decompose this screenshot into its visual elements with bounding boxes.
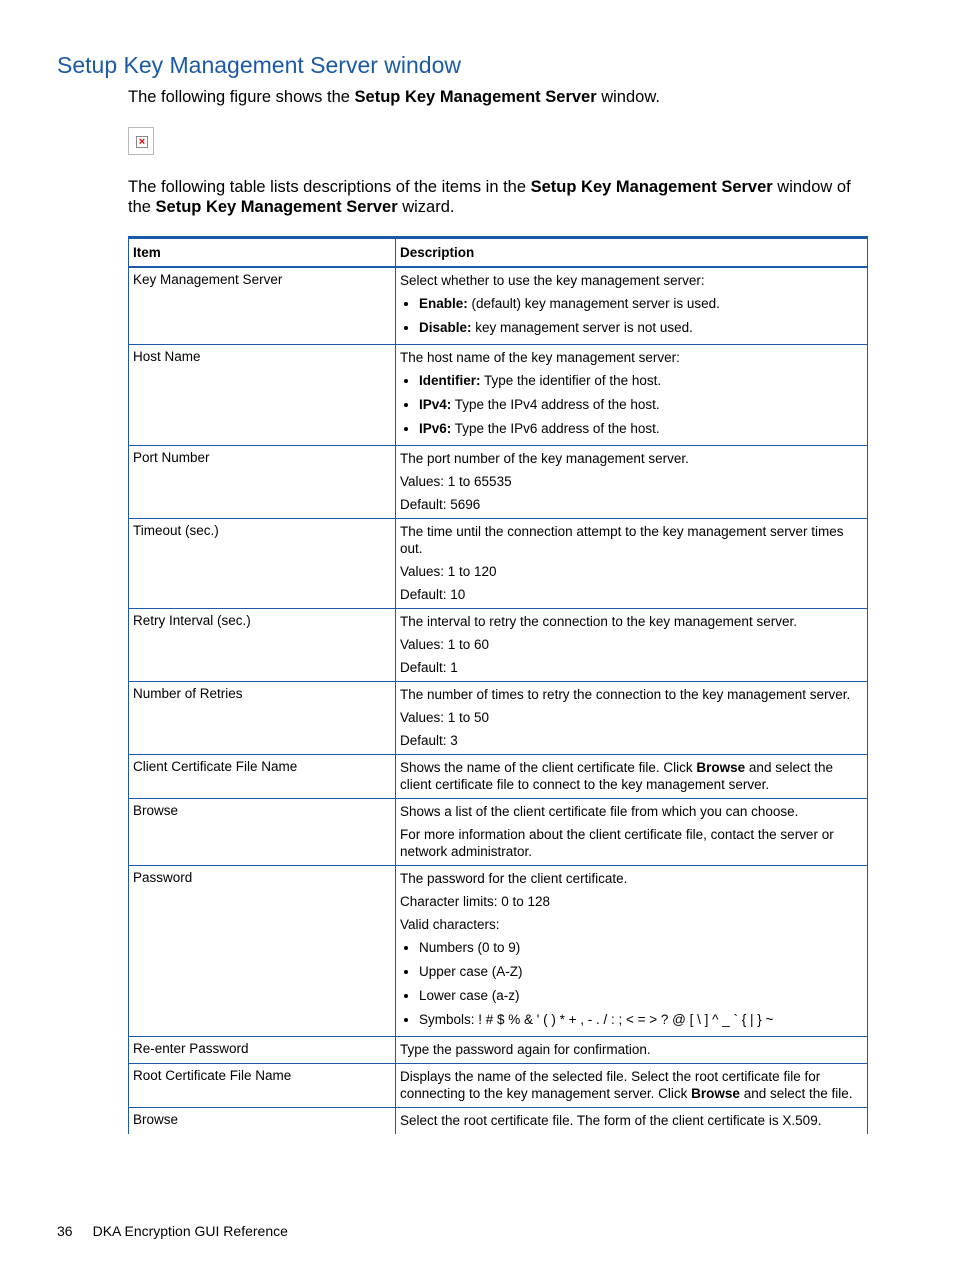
page-number: 36: [57, 1223, 73, 1239]
description-line: The port number of the key management server.: [400, 451, 689, 466]
bullet-text: key management server is not used.: [471, 320, 693, 335]
item-cell: Key Management Server: [129, 267, 396, 345]
bullet-term: Identifier:: [419, 373, 481, 388]
description-line: The interval to retry the connection to the key management server.: [400, 614, 797, 629]
item-cell: Client Certificate File Name: [129, 755, 396, 799]
bullet-text: Type the IPv4 address of the host.: [451, 397, 660, 412]
table-row: [129, 682, 868, 755]
item-cell: Number of Retries: [129, 682, 396, 755]
item-cell: Password: [129, 866, 396, 1037]
description-fragment: Shows the name of the client certificate file. Click: [400, 760, 697, 775]
description-line: Values: 1 to 65535: [400, 474, 512, 489]
description-cell: [396, 755, 868, 799]
browse-label: Browse: [696, 760, 746, 775]
description-cell: [396, 519, 868, 609]
intro-bold: Setup Key Management Server: [354, 88, 597, 106]
item-cell: Retry Interval (sec.): [129, 609, 396, 682]
description-line: The password for the client certificate.: [400, 871, 628, 886]
page-footer: [57, 1223, 288, 1239]
description-line: Default: 5696: [400, 497, 481, 512]
description-line: The time until the connection attempt to the key management server times out.: [400, 524, 844, 556]
description-fragment: and select the file.: [739, 1086, 853, 1101]
description-line: The host name of the key management server:: [400, 350, 680, 365]
bullet-text: Type the IPv6 address of the host.: [451, 421, 660, 436]
column-header-description: Description: [396, 238, 868, 268]
description-cell: [396, 1064, 868, 1108]
bullet-text: Type the identifier of the host.: [480, 373, 662, 388]
table-row: [129, 1064, 868, 1108]
table-header-row: [129, 238, 868, 268]
description-cell: [396, 609, 868, 682]
table-row: [129, 267, 868, 345]
table-row: [129, 345, 868, 446]
item-cell: Host Name: [129, 345, 396, 446]
bullet-text: Upper case (A-Z): [419, 964, 523, 979]
bullet-item: [419, 420, 862, 438]
description-line: For more information about the client certificate file, contact the server or network administrator.: [400, 827, 834, 859]
para-bold: Setup Key Management Server: [155, 198, 398, 216]
description-line: The number of times to retry the connection to the key management server.: [400, 687, 851, 702]
bullet-list: [400, 939, 862, 1029]
description-fragment: and select the client certificate file to connect to the key management server.: [400, 760, 833, 792]
table-row: [129, 446, 868, 519]
table-row: [129, 1108, 868, 1135]
browse-label: Browse: [691, 1086, 740, 1101]
item-cell: Port Number: [129, 446, 396, 519]
description-text: [400, 759, 862, 793]
bullet-term: Disable:: [419, 320, 472, 335]
description-fragment: Displays the name of the selected file. Select the root certificate file for connecting to the key management server. Click: [400, 1069, 821, 1101]
description-cell: [396, 799, 868, 866]
bullet-item: [419, 939, 862, 957]
description-line: Character limits: 0 to 128: [400, 894, 551, 909]
description-line: Select the root certificate file. The form of the client certificate is X.509.: [400, 1113, 822, 1128]
para-text: wizard.: [397, 198, 455, 216]
description-line: Default: 10: [400, 587, 466, 602]
bullet-text: Symbols: ! # $ % & ' ( ) * + , - . / : ; < = > ? @ [ \ ] ^ _ ` { | } ~: [419, 1012, 774, 1027]
bullet-text: Numbers (0 to 9): [419, 940, 521, 955]
bullet-item: [419, 319, 862, 337]
description-line: Type the password again for confirmation.: [400, 1042, 651, 1057]
table-row: [129, 799, 868, 866]
bullet-item: [419, 396, 862, 414]
table-row: [129, 866, 868, 1037]
column-header-item: Item: [129, 238, 396, 268]
description-line: Values: 1 to 120: [400, 564, 497, 579]
bullet-term: IPv6:: [419, 421, 452, 436]
table-intro-paragraph: [128, 177, 868, 217]
description-cell: [396, 1037, 868, 1064]
footer-title: DKA Encryption GUI Reference: [92, 1223, 288, 1239]
intro-paragraph: [128, 88, 660, 107]
bullet-list: [400, 295, 862, 337]
description-line: Values: 1 to 50: [400, 710, 490, 725]
close-icon: ×: [136, 136, 148, 148]
description-line: Default: 3: [400, 733, 458, 748]
description-text: [400, 1068, 862, 1102]
description-line: Default: 1: [400, 660, 458, 675]
bullet-text: Lower case (a-z): [419, 988, 520, 1003]
description-line: Valid characters:: [400, 917, 500, 932]
table-row: [129, 519, 868, 609]
bullet-item: [419, 1011, 862, 1029]
description-cell: [396, 682, 868, 755]
section-heading: Setup Key Management Server window: [57, 52, 461, 78]
bullet-term: IPv4:: [419, 397, 452, 412]
item-cell: Root Certificate File Name: [129, 1064, 396, 1108]
bullet-text: (default) key management server is used.: [467, 296, 720, 311]
item-cell: Browse: [129, 1108, 396, 1135]
bullet-term: Enable:: [419, 296, 468, 311]
bullet-item: [419, 963, 862, 981]
table-row: [129, 755, 868, 799]
item-cell: Browse: [129, 799, 396, 866]
broken-image-icon: [128, 127, 154, 155]
item-cell: Re-enter Password: [129, 1037, 396, 1064]
intro-tail: window.: [596, 88, 660, 106]
description-cell: [396, 267, 868, 345]
description-line: Shows a list of the client certificate file from which you can choose.: [400, 804, 799, 819]
table-row: [129, 609, 868, 682]
description-cell: [396, 866, 868, 1037]
bullet-list: [400, 372, 862, 438]
description-line: Select whether to use the key management server:: [400, 273, 705, 288]
intro-text: The following figure shows the: [128, 88, 355, 106]
item-cell: Timeout (sec.): [129, 519, 396, 609]
description-cell: [396, 345, 868, 446]
description-cell: [396, 446, 868, 519]
para-bold: Setup Key Management Server: [530, 178, 773, 196]
bullet-item: [419, 372, 862, 390]
description-cell: [396, 1108, 868, 1135]
table-row: [129, 1037, 868, 1064]
description-table: [128, 236, 868, 1134]
bullet-item: [419, 987, 862, 1005]
description-line: Values: 1 to 60: [400, 637, 490, 652]
bullet-item: [419, 295, 862, 313]
para-text: The following table lists descriptions of the items in the: [128, 178, 531, 196]
para-text: window of the: [128, 178, 851, 216]
